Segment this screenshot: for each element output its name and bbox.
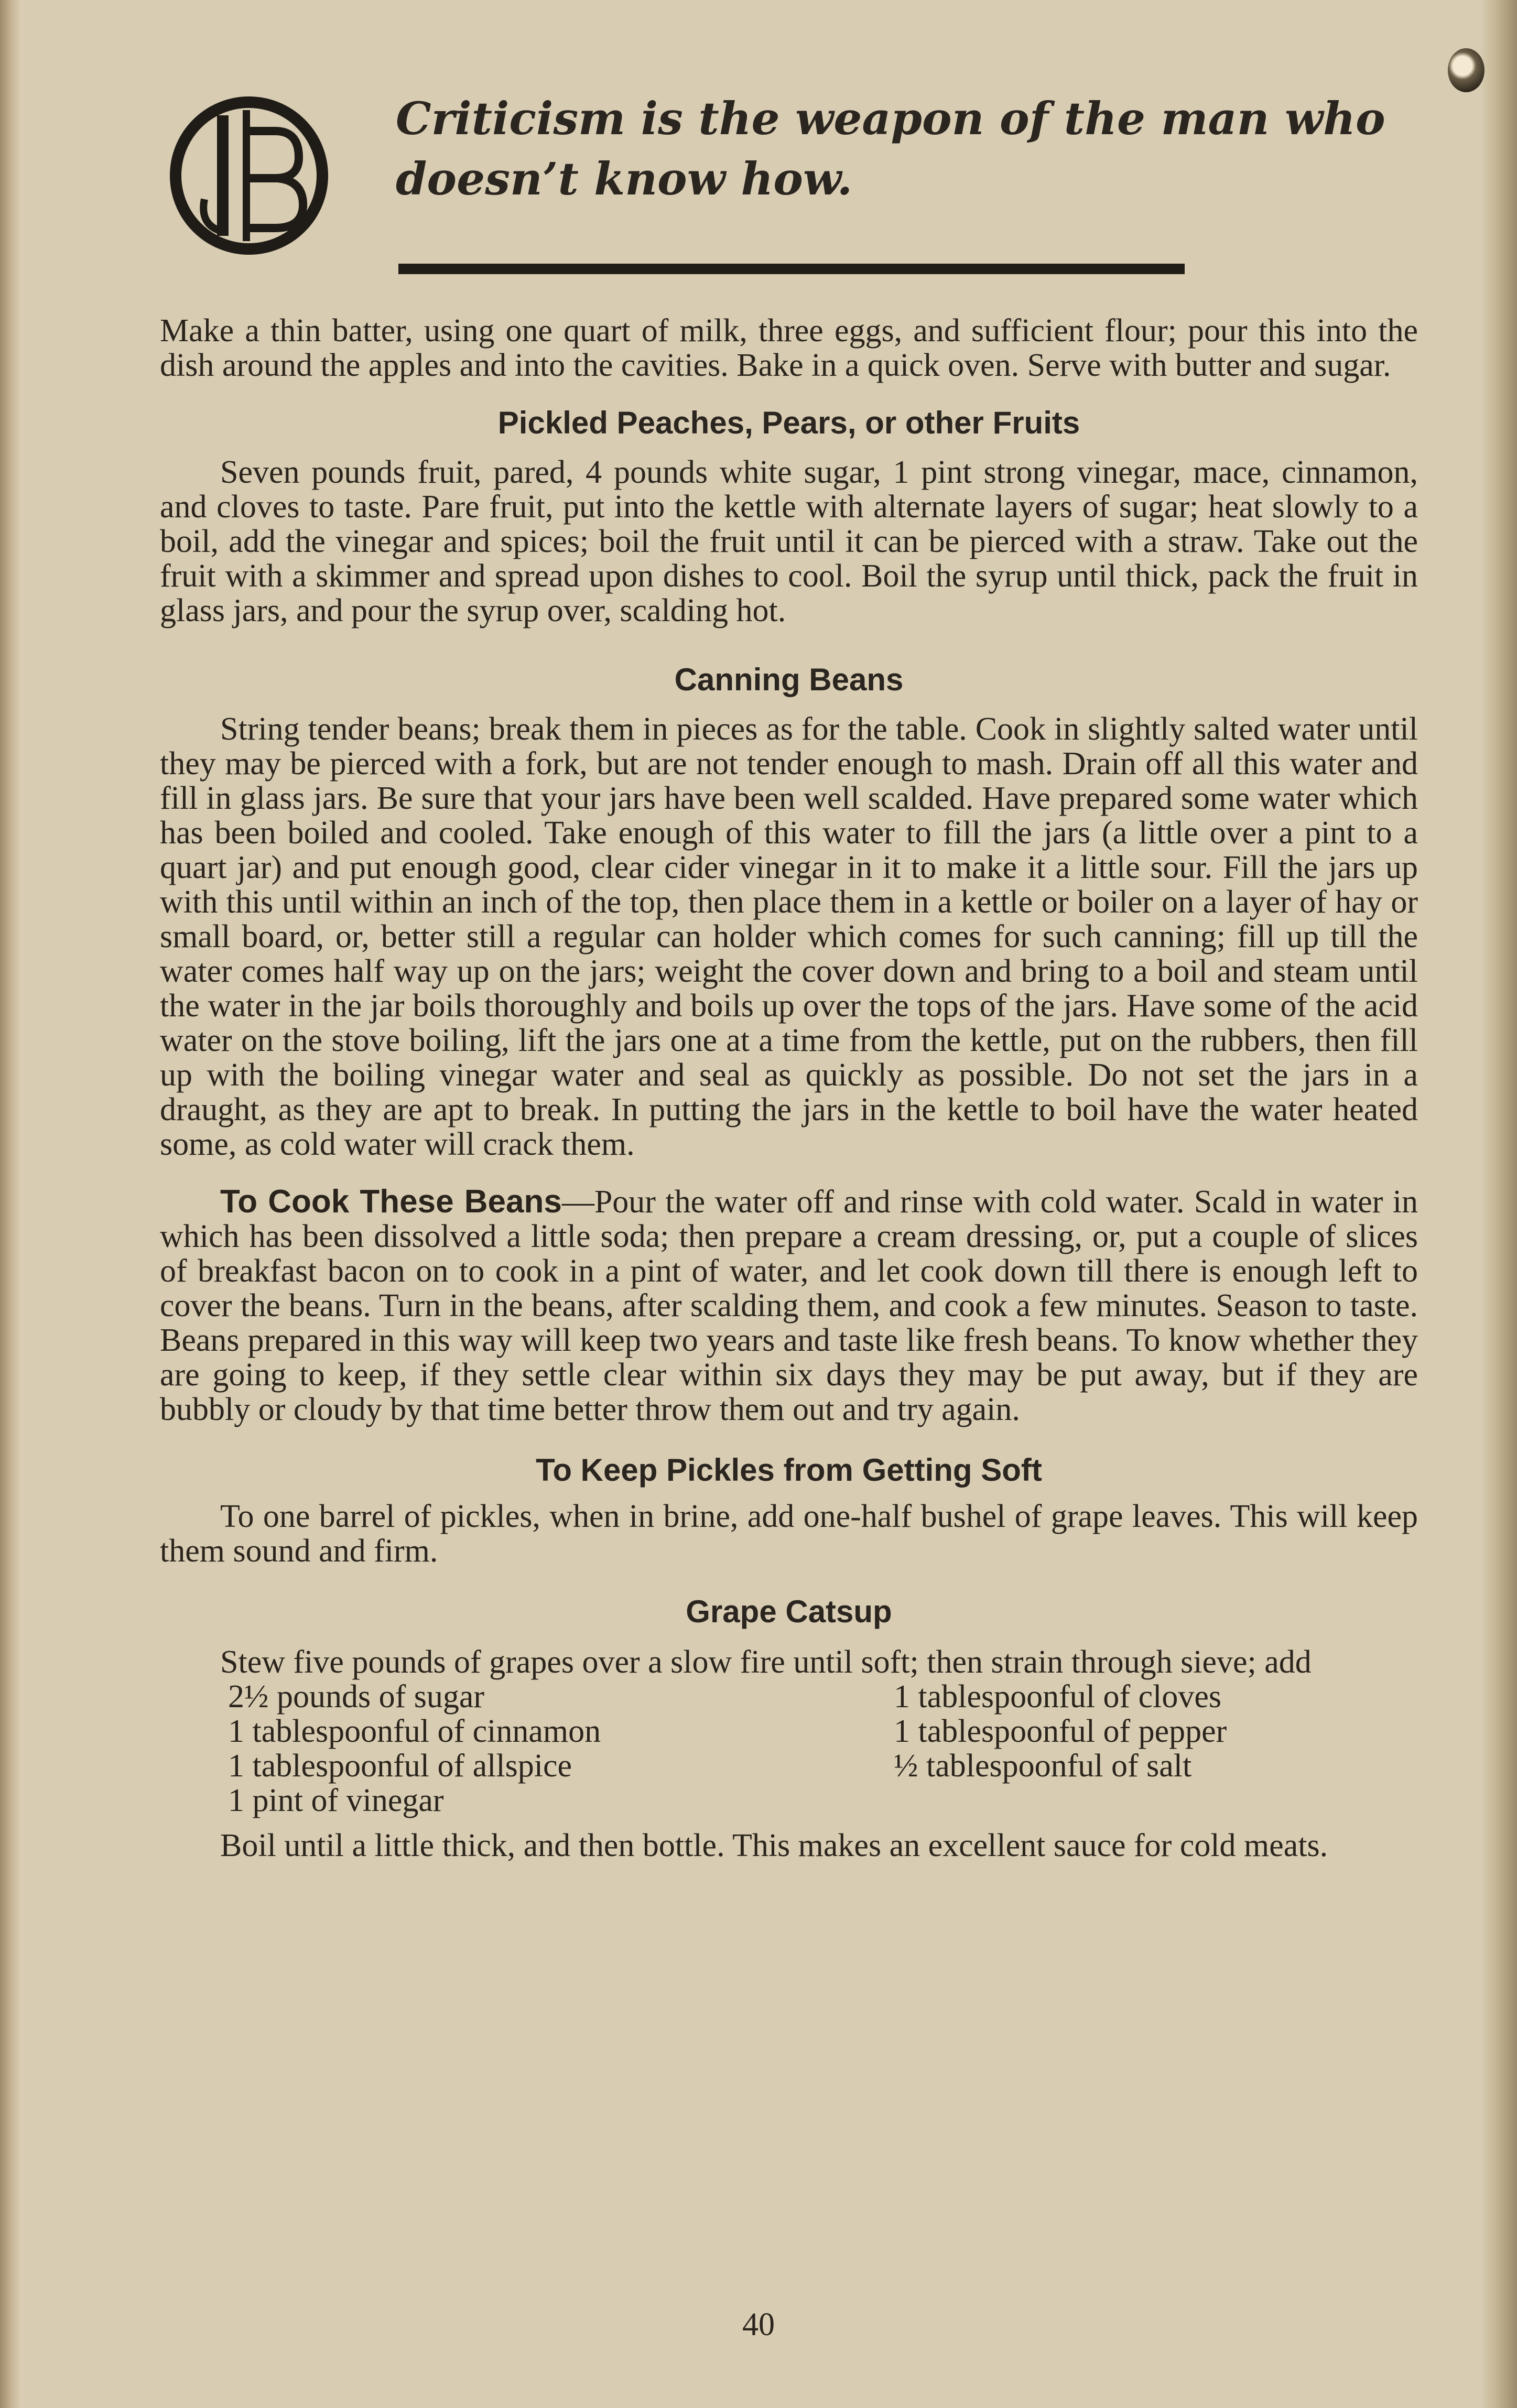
grape-catsup-closing: Boil until a little thick, and then bottle. This makes an excellent sauce for cold meats. (220, 1828, 1328, 1863)
pickles-body: To one barrel of pickles, when in brine, add one-half bushel of grape leaves. This will keep them sound and firm. (160, 1499, 1418, 1569)
ingredient-list (228, 1679, 1418, 1818)
ingredient-item: 2½ pounds of sugar (228, 1679, 485, 1715)
recipe-content (160, 313, 1418, 1863)
ingredient-item: 1 tablespoonful of cloves (894, 1679, 1222, 1715)
heading-pickles: To Keep Pickles from Getting Soft (536, 1452, 1042, 1488)
grape-catsup-intro: Stew five pounds of grapes over a slow fire until soft; then strain through sieve; add (220, 1644, 1312, 1680)
ingredient-item: 1 pint of vinegar (228, 1783, 444, 1818)
ornate-initial-emblem-icon (168, 94, 330, 257)
ingredient-item: 1 tablespoonful of allspice (228, 1748, 572, 1784)
ingredient-item: 1 tablespoonful of pepper (894, 1713, 1227, 1749)
cook-beans-paragraph (160, 1185, 1418, 1427)
canning-beans-body: String tender beans; break them in pieces as for the table. Cook in slightly salted water until they may be pierced with a fork, but are not tender enough to mash. Drain off all this water and fill in glass jars. Be sure that your jars have been well scalded. Have prepared some water which has been boiled and cooled. Take enough of this water to fill the jars (a little over a pint to a quart jar) and put enough good, clear cider vinegar in it to make it a little sour. Fill the jars up with this until within an inch of the top, then place them in a kettle or boiler on a layer of hay or small board, or, better still a regular can holder which comes for such canning; fill up till the water comes half way up on the jars; weight the cover down and bring to a boil and steam until the water in the jar boils thoroughly and boils up over the tops of the jars. Have some of the acid water on the stove boiling, lift the jars one at a time from the kettle, put on the rubbers, then fill up with the boiling vinegar water and seal as quickly as possible. Do not set the jars in a draught, as they are apt to break. In putting the jars in the kettle to boil have the water heated some, as cold water will crack them. (160, 711, 1418, 1162)
ingredient-item: ½ tablespoonful of salt (894, 1748, 1192, 1784)
heading-grape-catsup: Grape Catsup (686, 1594, 892, 1629)
cook-beans-body: —Pour the water off and rinse with cold water. Scald in water in which has been dissolved a little soda; then prepare a cream dressing, or, put a couple of slices of breakfast bacon on to cook in a pint of water, and let cook down till there is enough left to cover the beans. Turn in the beans, after scalding them, and cook a few minutes. Season to taste. Beans prepared in this way will keep two years and taste like fresh beans. To know whether they are going to keep, if they settle clear within six days they may be put away, but if they are bubbly or cloudy by that time better throw them out and try again. (160, 1184, 1418, 1427)
page-number: 40 (742, 2307, 775, 2342)
intro-paragraph: Make a thin batter, using one quart of milk, three eggs, and sufficient flour; pour this into the dish around the apples and into the cavities. Bake in a quick oven. Serve with butter and sugar. (160, 313, 1418, 383)
ingredient-item: 1 tablespoonful of cinnamon (228, 1713, 601, 1749)
page-outer-edge (1480, 0, 1517, 2408)
page-binding-edge (0, 0, 21, 2408)
header-divider (398, 264, 1185, 274)
cook-beans-runin-title: To Cook These Beans (220, 1184, 562, 1220)
ingredient-column-right (894, 1679, 1418, 1818)
pickled-peaches-body: Seven pounds fruit, pared, 4 pounds white sugar, 1 pint strong vinegar, mace, cinnamon, and cloves to taste. Pare fruit, put into the kettle with alternate layers of sugar; heat slowly to a boil, add the vinegar and spices; boil the fruit until it can be pierced with a straw. Take out the fruit with a skimmer and spread upon dishes to cool. Boil the syrup until thick, pack the fruit in glass jars, and pour the syrup over, scalding hot. (160, 454, 1418, 628)
ingredient-column-left (228, 1679, 894, 1818)
hole-punch-mark (1448, 48, 1485, 92)
heading-pickled-peaches: Pickled Peaches, Pears, or other Fruits (497, 405, 1080, 440)
heading-canning-beans: Canning Beans (674, 662, 904, 697)
header-quote: Criticism is the weapon of the man who doesn’t know how. (396, 93, 1385, 205)
